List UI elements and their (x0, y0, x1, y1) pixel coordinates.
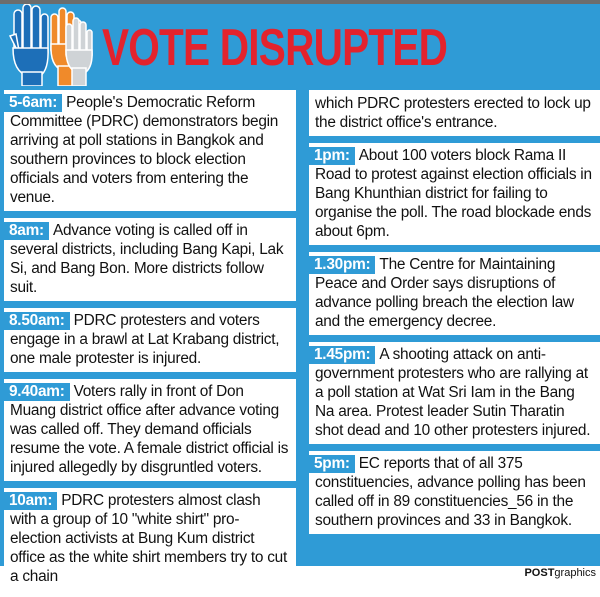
event-text: A shooting attack on anti-government protesters who are rallying at a poll station at Wat Sri Iam in the Bang Na area. Protest leader Sutin Tharatin shot dead and 10 other protesters injured. (315, 346, 591, 439)
event-card (309, 451, 600, 534)
event-text: EC reports that of all 375 constituencies, advance polling has been called off in 89 constituencies_56 in the southern provinces and 33 in Bangkok. (315, 455, 586, 529)
event-card (309, 342, 600, 444)
event-text: which PDRC protesters erected to lock up the district office's entrance. (315, 95, 591, 131)
event-time: 8.50am: (4, 312, 70, 330)
event-time: 1pm: (309, 147, 355, 165)
event-card (309, 143, 600, 245)
event-text: PDRC protesters almost clash with a group of 10 "white shirt" pro-election activists at Bung Kum district office as the white shirt members try to cut a chain (10, 492, 287, 585)
event-card (4, 308, 296, 372)
credit-suffix: graphics (554, 567, 596, 579)
event-text: PDRC protesters and voters engage in a brawl at Lat Krabang district, one male protester is injured. (10, 312, 280, 367)
page-title: VOTE DISRUPTED (102, 19, 448, 77)
event-card-continuation (309, 90, 600, 136)
event-text: Advance voting is called off in several districts, including Bang Kapi, Lak Si, and Bang Bon. More districts follow suit. (10, 222, 284, 296)
graphics-credit (524, 567, 596, 579)
event-time: 5pm: (309, 455, 355, 473)
timeline-right-column (309, 90, 600, 541)
header (0, 4, 600, 90)
event-text: People's Democratic Reform Committee (PDRC) demonstrators begin arriving at poll stations in Bangkok and southern provinces to block election officials and voters from entering the venue. (10, 94, 279, 206)
event-card (4, 379, 296, 481)
event-card (4, 90, 296, 211)
event-text: About 100 voters block Rama II Road to protest against election officials in Bang Khunthian district for failing to organise the poll. The road blockade ends about 6pm. (315, 147, 592, 240)
event-time: 1.30pm: (309, 256, 375, 274)
event-text: Voters rally in front of Don Muang district office after advance voting was called off. They demand officials resume the vote. A female district official is injured allegedly by disgruntled voters. (10, 383, 289, 476)
event-time: 1.45pm: (309, 346, 375, 364)
event-time: 5-6am: (4, 94, 62, 112)
event-text: The Centre for Maintaining Peace and Order says disruptions of advance polling breach the election law and the emergency decree. (315, 256, 574, 330)
event-card (309, 252, 600, 335)
event-card (4, 218, 296, 301)
event-time: 8am: (4, 222, 49, 240)
timeline-left-column (4, 90, 296, 597)
event-time: 10am: (4, 492, 57, 510)
credit-brand: POST (524, 567, 555, 579)
event-time: 9.40am: (4, 383, 70, 401)
event-card (4, 488, 296, 590)
raised-hands-icon (8, 4, 100, 86)
